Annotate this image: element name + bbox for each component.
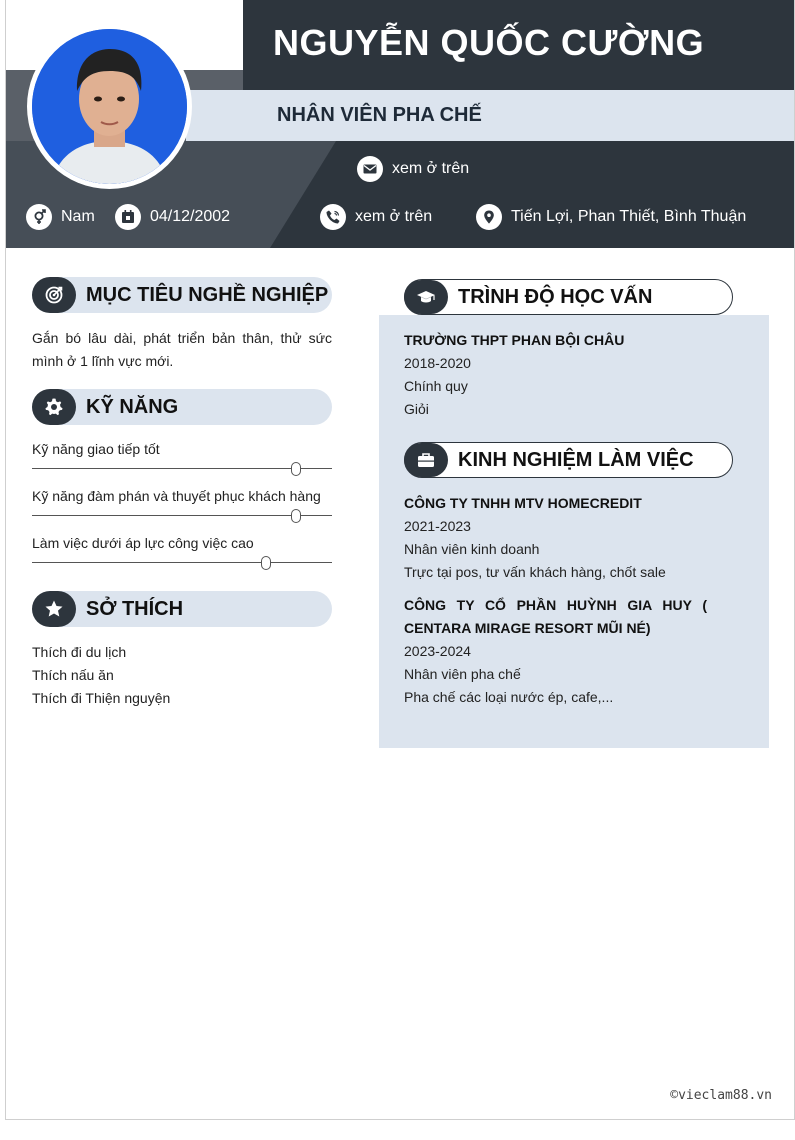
avatar <box>27 24 192 189</box>
experience-heading <box>404 442 733 478</box>
skill-item <box>32 441 332 477</box>
address-contact <box>476 204 746 230</box>
job-description: Trực tại pos, tư vấn khách hàng, chốt sale <box>404 564 666 580</box>
phone-icon <box>320 204 346 230</box>
skill-item <box>32 535 332 571</box>
experience-entry <box>404 594 707 709</box>
hobby-item: Thích đi du lịch <box>32 644 127 660</box>
skill-label: Làm việc dưới áp lực công việc cao <box>32 535 254 551</box>
skill-slider-knob <box>291 462 301 476</box>
target-icon <box>32 277 76 313</box>
school-name: TRƯỜNG THPT PHAN BỘI CHÂU <box>404 332 625 348</box>
email-value: xem ở trên <box>392 160 470 177</box>
company-name: CÔNG TY CỔ PHẦN HUỲNH GIA HUY ( CENTARA MIRAGE RESORT MŨI NÉ) <box>404 597 707 636</box>
education-grade: Giỏi <box>404 401 429 417</box>
objective-heading <box>32 277 332 313</box>
hobbies-heading <box>32 591 332 627</box>
phone-contact <box>320 204 432 230</box>
watermark: ©vieclam88.vn <box>670 1088 772 1103</box>
skill-slider <box>32 461 332 477</box>
birthday-value: 04/12/2002 <box>150 208 231 225</box>
skill-slider-track <box>32 515 332 516</box>
briefcase-icon <box>404 443 448 477</box>
job-description: Pha chế các loại nước ép, cafe,... <box>404 689 614 705</box>
portrait-illustration <box>32 29 187 184</box>
job-title: NHÂN VIÊN PHA CHẾ <box>277 104 482 126</box>
profile-photo <box>32 29 187 184</box>
job-years: 2021-2023 <box>404 518 471 534</box>
phone-value: xem ở trên <box>355 208 433 225</box>
gender-icon <box>26 204 52 230</box>
skill-slider-knob <box>291 509 301 523</box>
skill-label: Kỹ năng đàm phán và thuyết phục khách hàng <box>32 488 321 504</box>
cv-page <box>5 0 795 1120</box>
skill-label: Kỹ năng giao tiếp tốt <box>32 441 160 457</box>
education-title: TRÌNH ĐỘ HỌC VẤN <box>458 285 653 308</box>
hobbies-list <box>32 641 170 710</box>
education-years: 2018-2020 <box>404 355 471 371</box>
job-years: 2023-2024 <box>404 643 471 659</box>
graduation-cap-icon <box>404 280 448 314</box>
objective-text: Gắn bó lâu dài, phát triển bản thân, thử sức mình ở 1 lĩnh vực mới. <box>32 330 332 369</box>
email-contact <box>357 156 469 182</box>
skill-slider <box>32 508 332 524</box>
skill-slider-knob <box>261 556 271 570</box>
hobbies-title: SỞ THÍCH <box>86 597 184 620</box>
hobby-item: Thích nấu ăn <box>32 667 114 683</box>
star-icon <box>32 591 76 627</box>
education-heading <box>404 279 733 315</box>
job-position: Nhân viên kinh doanh <box>404 541 540 557</box>
envelope-icon <box>357 156 383 182</box>
experience-title: KINH NGHIỆM LÀM VIỆC <box>458 448 694 471</box>
objective-title: MỤC TIÊU NGHỀ NGHIỆP <box>86 283 329 306</box>
education-entry <box>404 329 724 421</box>
experience-entry <box>404 492 707 584</box>
calendar-icon <box>115 204 141 230</box>
skill-slider-track <box>32 562 332 563</box>
job-position: Nhân viên pha chế <box>404 666 521 682</box>
gear-icon <box>32 389 76 425</box>
company-name: CÔNG TY TNHH MTV HOMECREDIT <box>404 495 642 511</box>
skill-slider <box>32 555 332 571</box>
gender-contact <box>26 204 95 230</box>
skills-heading <box>32 389 332 425</box>
address-value: Tiến Lợi, Phan Thiết, Bình Thuận <box>511 208 747 225</box>
hobby-item: Thích đi Thiện nguyện <box>32 690 171 706</box>
skill-item <box>32 488 332 524</box>
skill-slider-track <box>32 468 332 469</box>
location-pin-icon <box>476 204 502 230</box>
candidate-name: NGUYỄN QUỐC CƯỜNG <box>273 22 705 63</box>
education-type: Chính quy <box>404 378 468 394</box>
gender-value: Nam <box>61 208 95 225</box>
birthday-contact <box>115 204 230 230</box>
skills-title: KỸ NĂNG <box>86 395 179 418</box>
